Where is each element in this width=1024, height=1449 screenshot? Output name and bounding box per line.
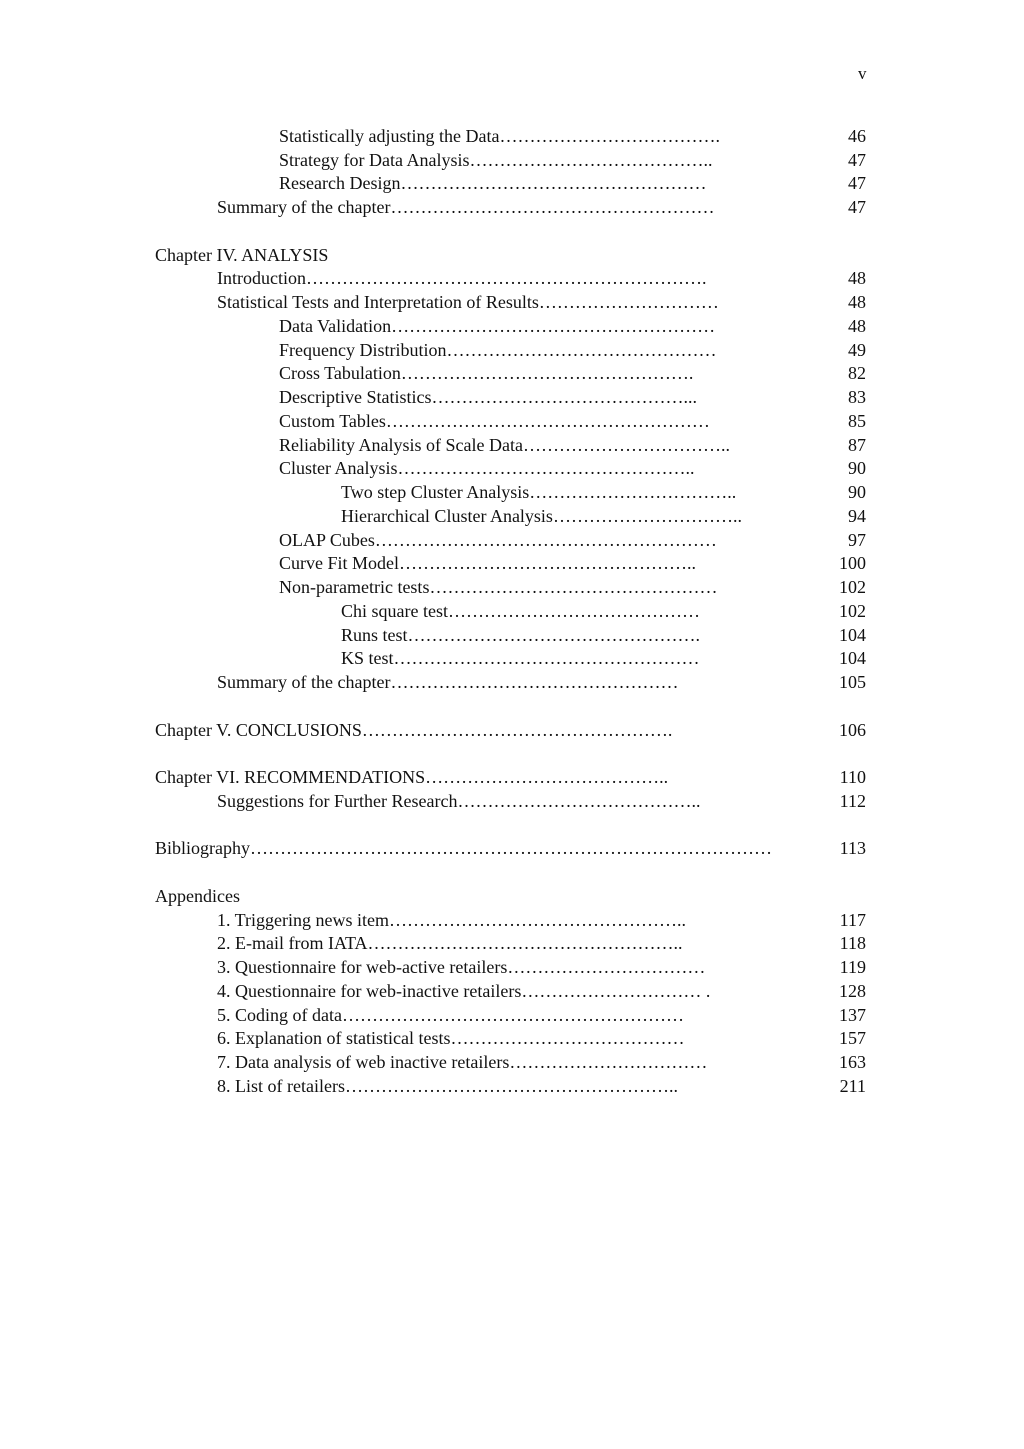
- toc-entry-page: 48: [848, 292, 866, 312]
- toc-entry-label: Introduction………………………………………………………….: [217, 268, 707, 288]
- toc-entry-label: Strategy for Data Analysis…………………………………..: [279, 150, 713, 170]
- toc-entry-page: 90: [848, 482, 866, 502]
- toc-entry-label: Curve Fit Model…………………………………………..: [279, 553, 696, 573]
- toc-entry-page: 113: [839, 838, 866, 858]
- toc-entry-page: 106: [839, 720, 866, 740]
- toc-entry-label: Data Validation………………………………………………: [279, 316, 716, 336]
- toc-entry-label: OLAP Cubes…………………………………………………: [279, 530, 717, 550]
- toc-entry-page: 211: [839, 1076, 866, 1096]
- toc-entry-label: 2. E-mail from IATA……………………………………………..: [217, 933, 683, 953]
- toc-entry-label: 6. Explanation of statistical tests…………………………………: [217, 1028, 685, 1048]
- toc-entry-label: 8. List of retailers………………………………………………..: [217, 1076, 678, 1096]
- toc-entry-page: 90: [848, 458, 866, 478]
- toc-entry-label: Suggestions for Further Research…………………………………..: [217, 791, 701, 811]
- toc-entry-label: 5. Coding of data…………………………………………………: [217, 1005, 684, 1025]
- toc-entry-label: Cluster Analysis…………………………………………..: [279, 458, 695, 478]
- toc-entry-page: 119: [839, 957, 866, 977]
- toc-entry-page: 137: [839, 1005, 866, 1025]
- toc-entry-page: 117: [839, 910, 866, 930]
- toc-entry-label: Two step Cluster Analysis……………………………..: [341, 482, 737, 502]
- toc-entry-label: Statistical Tests and Interpretation of Results…………………………: [217, 292, 719, 312]
- toc-entry-page: 46: [848, 126, 866, 146]
- toc-entry-label: Custom Tables………………………………………………: [279, 411, 710, 431]
- toc-entry-page: 47: [848, 173, 866, 193]
- toc-entry-label: Hierarchical Cluster Analysis…………………………..: [341, 506, 742, 526]
- toc-entry-page: 128: [839, 981, 866, 1001]
- toc-entry-label: Statistically adjusting the Data……………………………….: [279, 126, 720, 146]
- toc-entry-page: 49: [848, 340, 866, 360]
- toc-entry-page: 83: [848, 387, 866, 407]
- toc-entry-label: 1. Triggering news item…………………………………………..: [217, 910, 687, 930]
- toc-entry-page: 97: [848, 530, 866, 550]
- toc-entry-page: 87: [848, 435, 866, 455]
- toc-entry-label: Chi square test……………………………………: [341, 601, 700, 621]
- toc-entry-page: 102: [839, 601, 866, 621]
- toc-entry-label: Chapter VI. RECOMMENDATIONS…………………………………..: [155, 767, 669, 787]
- toc-entry-label: Frequency Distribution………………………………………: [279, 340, 717, 360]
- toc-entry-label: Runs test………………………………………….: [341, 625, 701, 645]
- toc-entry-label: Descriptive Statistics……………………………………...: [279, 387, 697, 407]
- toc-entry-page: 47: [848, 197, 866, 217]
- toc-entry-page: 102: [839, 577, 866, 597]
- toc-entry-page: 48: [848, 316, 866, 336]
- toc-entry-page: 118: [839, 933, 866, 953]
- toc-entry-page: 104: [839, 648, 866, 668]
- toc-entry-page: 48: [848, 268, 866, 288]
- toc-entry-label: 4. Questionnaire for web-inactive retailers………………………… .: [217, 981, 711, 1001]
- toc-entry-label: Summary of the chapter…………………………………………: [217, 672, 679, 692]
- toc-entry-page: 112: [839, 791, 866, 811]
- toc-entry-label: 3. Questionnaire for web-active retailers……………………………: [217, 957, 706, 977]
- toc-entry-label: Research Design……………………………………………: [279, 173, 707, 193]
- toc-entry-label: Chapter V. CONCLUSIONS…………………………………………….: [155, 720, 673, 740]
- toc-entry-label: Cross Tabulation………………………………………….: [279, 363, 694, 383]
- toc-entry-page: 157: [839, 1028, 866, 1048]
- toc-entry-label: Summary of the chapter………………………………………………: [217, 197, 715, 217]
- toc-entry-label: 7. Data analysis of web inactive retailers……………………………: [217, 1052, 708, 1072]
- toc-entry-page: 47: [848, 150, 866, 170]
- toc-entry-label: Appendices: [155, 886, 240, 906]
- toc-entry-page: 163: [839, 1052, 866, 1072]
- toc-entry-label: KS test……………………………………………: [341, 648, 700, 668]
- toc-entry-page: 85: [848, 411, 866, 431]
- toc-entry-label: Chapter IV. ANALYSIS: [155, 245, 329, 265]
- toc-entry-page: 110: [839, 767, 866, 787]
- page-number: v: [858, 64, 867, 83]
- toc-entry-page: 94: [848, 506, 866, 526]
- toc-entry-label: Reliability Analysis of Scale Data……………………………..: [279, 435, 730, 455]
- toc-entry-page: 105: [839, 672, 866, 692]
- toc-entry-label: Bibliography……………………………………………………………………………: [155, 838, 772, 858]
- toc-entry-page: 100: [839, 553, 866, 573]
- toc-entry-page: 104: [839, 625, 866, 645]
- toc-entry-label: Non-parametric tests…………………………………………: [279, 577, 718, 597]
- toc-entry-page: 82: [848, 363, 866, 383]
